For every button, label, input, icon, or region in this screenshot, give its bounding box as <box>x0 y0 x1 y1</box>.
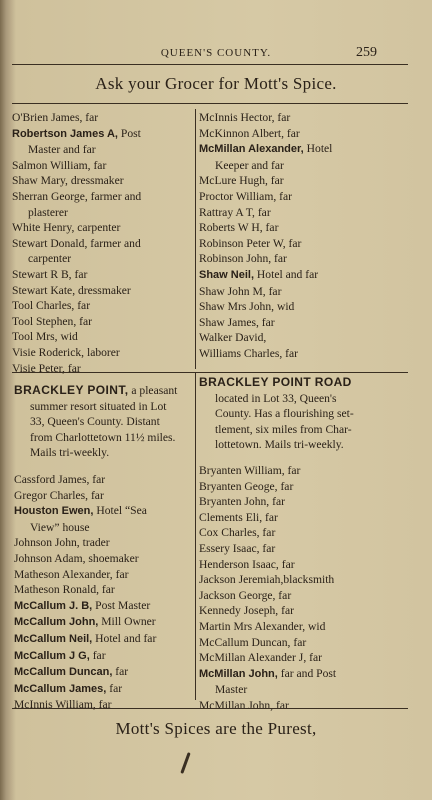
entry-text: Johnson Adam, shoemaker <box>14 551 139 565</box>
directory-entry <box>12 173 192 189</box>
running-header <box>0 46 432 62</box>
ink-mark <box>180 752 190 774</box>
entry-text: Bryanten John, far <box>199 495 285 509</box>
entry-text: plasterer <box>28 205 68 219</box>
entry-text: Salmon William, far <box>12 158 107 172</box>
entry-text: McKinnon Albert, far <box>199 126 300 140</box>
directory-entry <box>199 572 414 588</box>
directory-entry <box>199 479 414 495</box>
directory-entry <box>199 110 414 126</box>
entry-text: Post <box>117 126 141 140</box>
road-desc-line: located in Lot 33, Queen's <box>215 391 337 405</box>
entry-text: Kennedy Joseph, far <box>199 604 294 618</box>
entry-text: View” house <box>30 520 90 534</box>
ad-bottom: Mott's Spices are the Purest, <box>115 719 317 738</box>
entry-text: carpenter <box>28 252 72 266</box>
entry-text: Williams Charles, far <box>199 346 299 360</box>
entry-name-bold: Houston Ewen, <box>14 505 94 518</box>
directory-entry <box>12 236 192 252</box>
directory-entry <box>199 650 414 666</box>
directory-entry <box>199 236 414 252</box>
directory-entry <box>14 614 194 631</box>
ad-bottom-rule <box>12 708 408 709</box>
brackley-point-section <box>14 383 194 461</box>
directory-entry <box>14 664 194 681</box>
entry-text: Sherran George, farmer and <box>12 189 142 203</box>
directory-entry <box>14 520 194 536</box>
directory-entry <box>12 251 192 267</box>
entry-text: Henderson Isaac, far <box>199 557 295 571</box>
entry-text: Visie Roderick, laborer <box>12 345 120 359</box>
brackley-point-desc-line: 33, Queen's County. Distant <box>30 415 160 429</box>
entry-text: White Henry, carpenter <box>12 221 121 235</box>
entry-text: Hotel <box>303 142 333 156</box>
directory-entry <box>14 648 194 665</box>
directory-entry <box>12 345 192 361</box>
entry-text: Stewart Kate, dressmaker <box>12 283 131 297</box>
directory-entry <box>199 220 414 236</box>
directory-entry <box>199 698 414 714</box>
directory-entry <box>14 582 194 598</box>
entry-text: Hotel and far <box>92 631 157 645</box>
directory-entry <box>199 635 414 651</box>
top-right-column <box>199 110 414 362</box>
entry-text: Cassford James, far <box>14 473 106 486</box>
entry-text: Matheson Alexander, far <box>14 567 129 581</box>
directory-entry <box>12 329 192 345</box>
entry-text: Robinson John, far <box>199 252 287 266</box>
directory-entry <box>199 173 414 189</box>
entry-text: Jackson George, far <box>199 588 292 602</box>
directory-entry <box>199 541 414 557</box>
directory-entry <box>199 510 414 526</box>
entry-text: Post Master <box>92 598 151 612</box>
entry-text: McMillan John, far <box>199 698 289 712</box>
entry-name-bold: McCallum John, <box>14 616 99 629</box>
brackley-point-road-heading: BRACKLEY POINT ROAD <box>199 375 352 389</box>
directory-entry <box>199 346 414 362</box>
column-divider-bottom <box>195 373 196 700</box>
directory-entry <box>12 205 192 221</box>
entry-text: Gregor Charles, far <box>14 488 104 502</box>
entry-text: far <box>106 681 123 695</box>
entry-name-bold: Shaw Neil, <box>199 268 255 281</box>
directory-entry <box>12 220 192 236</box>
directory-entry <box>14 472 194 488</box>
entry-text: Clements Eli, far <box>199 510 278 524</box>
directory-entry <box>199 525 414 541</box>
entry-name-bold: Robertson James A, <box>12 127 118 140</box>
entry-text: McInnis William, far <box>14 698 112 712</box>
header-rule <box>12 64 408 65</box>
directory-entry <box>199 682 414 698</box>
directory-entry <box>14 503 194 520</box>
directory-entry <box>199 557 414 573</box>
directory-entry <box>199 141 414 158</box>
entry-text: Stewart Donald, farmer and <box>12 236 141 250</box>
directory-entry <box>14 535 194 551</box>
directory-entry <box>199 205 414 221</box>
entry-text: Tool Mrs, wid <box>12 330 78 344</box>
entry-text: McMillan Alexander J, far <box>199 651 322 665</box>
directory-entry <box>199 315 414 331</box>
entry-name-bold: McCallum J G, <box>14 649 90 662</box>
road-desc-line: County. Has a flourishing set- <box>215 407 354 421</box>
directory-entry <box>12 361 192 377</box>
entry-text: Matheson Ronald, far <box>14 583 115 597</box>
entry-text: Tool Charles, far <box>12 299 91 313</box>
directory-entry <box>12 142 192 158</box>
directory-entry <box>199 251 414 267</box>
top-left-column <box>12 110 192 376</box>
entry-text: McCallum Duncan, far <box>199 635 307 649</box>
directory-entry <box>199 494 414 510</box>
directory-entry <box>199 126 414 142</box>
road-desc-line: tlement, six miles from Char- <box>215 422 352 436</box>
directory-entry <box>14 697 194 713</box>
directory-entry <box>199 666 414 683</box>
page-number: 259 <box>356 45 377 60</box>
entry-text: Essery Isaac, far <box>199 541 276 555</box>
entry-text: far <box>89 648 106 662</box>
entry-text: Shaw Mrs John, wid <box>199 300 295 314</box>
entry-text: Martin Mrs Alexander, wid <box>199 619 326 633</box>
entry-name-bold: McMillan Alexander, <box>199 143 304 156</box>
entry-text: Shaw John M, far <box>199 284 282 298</box>
brackley-point-road-section <box>199 375 414 453</box>
brackley-point-heading: BRACKLEY POINT, <box>14 383 129 397</box>
entry-text: Bryanten Geoge, far <box>199 479 294 493</box>
entry-text: Mill Owner <box>98 615 156 629</box>
entry-name-bold: McMillan John, <box>199 667 278 680</box>
entry-text: Robinson Peter W, far <box>199 236 302 250</box>
directory-entry <box>14 551 194 567</box>
entry-text: Proctor William, far <box>199 189 293 203</box>
directory-entry <box>199 158 414 174</box>
county-header: QUEEN'S COUNTY. <box>160 47 272 59</box>
entry-text: Shaw Mary, dressmaker <box>12 174 124 188</box>
directory-entry <box>14 567 194 583</box>
directory-entry <box>199 588 414 604</box>
column-divider-top <box>195 109 196 369</box>
directory-entry <box>12 298 192 314</box>
directory-entry <box>12 314 192 330</box>
entry-text: O'Brien James, far <box>12 111 99 124</box>
entry-text: Master and far <box>28 143 96 157</box>
directory-entry <box>14 681 194 698</box>
entry-text: Hotel “Sea <box>93 504 147 518</box>
directory-entry <box>14 488 194 504</box>
ad-top: Ask your Grocer for Mott's Spice. <box>95 74 337 93</box>
directory-entry <box>199 284 414 300</box>
entry-text: Johnson John, trader <box>14 536 110 550</box>
brackley-point-desc-line: from Charlottetown 11½ miles. <box>30 430 176 444</box>
entry-text: Keeper and far <box>215 158 284 172</box>
entry-name-bold: McCallum J. B, <box>14 599 93 612</box>
entry-text: Visie Peter, far <box>12 361 81 375</box>
directory-entry <box>199 299 414 315</box>
directory-entry <box>12 267 192 283</box>
entry-text: Bryanten William, far <box>199 464 301 477</box>
entry-name-bold: McCallum Duncan, <box>14 666 113 679</box>
directory-entry <box>12 158 192 174</box>
road-desc-line: lottetown. Mails tri-weekly. <box>215 438 344 452</box>
entry-name-bold: McCallum James, <box>14 682 107 695</box>
brackley-point-desc-line: summer resort situated in Lot <box>30 399 167 413</box>
entry-text: McInnis Hector, far <box>199 111 291 124</box>
brackley-point-entries <box>14 472 194 713</box>
entry-text: Shaw James, far <box>199 315 275 329</box>
ad-top-rule <box>12 103 408 104</box>
directory-entry <box>199 267 414 284</box>
brackley-point-desc-line: Mails tri-weekly. <box>30 446 110 460</box>
brackley-point-desc-line: a pleasant <box>128 384 178 397</box>
directory-entry <box>12 189 192 205</box>
directory-entry <box>199 603 414 619</box>
directory-entry <box>12 110 192 126</box>
entry-text: Rattray A T, far <box>199 205 271 219</box>
directory-entry <box>199 189 414 205</box>
entry-text: Roberts W H, far <box>199 221 279 235</box>
entry-text: Tool Stephen, far <box>12 314 93 328</box>
directory-entry <box>199 330 414 346</box>
directory-entry <box>199 463 414 479</box>
entry-name-bold: McCallum Neil, <box>14 632 93 645</box>
brackley-point-road-entries <box>199 463 414 714</box>
entry-text: Cox Charles, far <box>199 526 276 540</box>
entry-text: far <box>112 665 129 679</box>
entry-text: Walker David, <box>199 331 267 345</box>
directory-entry <box>12 283 192 299</box>
entry-text: McLure Hugh, far <box>199 174 284 188</box>
entry-text: Stewart R B, far <box>12 267 88 281</box>
directory-entry <box>12 126 192 143</box>
entry-text: Jackson Jeremiah,blacksmith <box>199 573 335 587</box>
entry-text: Hotel and far <box>254 267 319 281</box>
directory-entry <box>199 619 414 635</box>
directory-entry <box>14 598 194 615</box>
section-rule <box>12 372 408 373</box>
directory-entry <box>14 631 194 648</box>
entry-text: Master <box>215 683 248 697</box>
entry-text: far and Post <box>277 666 337 680</box>
